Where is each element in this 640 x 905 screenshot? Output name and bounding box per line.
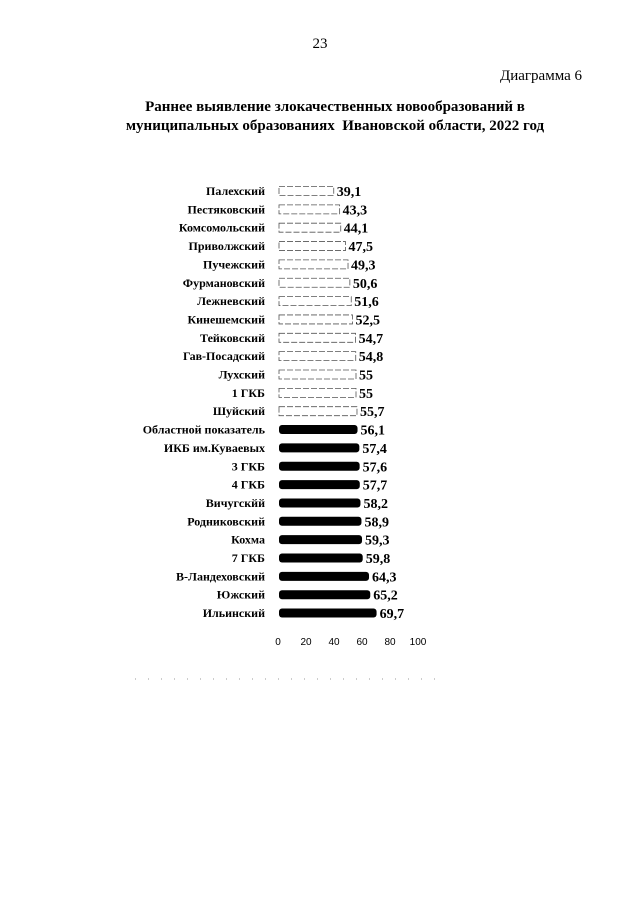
value-label: 51,6 xyxy=(354,295,379,311)
category-label: Тейковский xyxy=(200,330,265,345)
category-label: ИКБ им.Куваевых xyxy=(163,440,265,455)
value-label: 49,3 xyxy=(351,258,376,274)
bar xyxy=(279,333,356,342)
value-label: 64,3 xyxy=(372,570,397,586)
value-label: 54,7 xyxy=(358,331,384,347)
value-label: 59,3 xyxy=(365,533,390,549)
category-label: Лежневский xyxy=(197,294,265,309)
category-label: Шуйский xyxy=(212,404,265,419)
value-label: 44,1 xyxy=(343,221,369,237)
value-label: 57,7 xyxy=(362,478,388,494)
chart-title-line-1: Раннее выявление злокачественных новообразований в xyxy=(145,99,525,115)
bar xyxy=(279,352,356,361)
category-label: Южский xyxy=(216,587,265,602)
value-label: 59,8 xyxy=(365,552,391,567)
bar xyxy=(279,242,346,251)
bar xyxy=(279,535,362,544)
category-label: Лухский xyxy=(218,367,265,382)
value-label: 58,9 xyxy=(364,515,389,531)
value-label: 69,7 xyxy=(379,607,405,623)
value-label: 55 xyxy=(359,386,373,402)
value-label: 43,3 xyxy=(342,203,368,219)
value-label: 55 xyxy=(359,368,373,384)
x-tick-label: 20 xyxy=(300,637,312,648)
bar xyxy=(279,278,350,287)
bar xyxy=(279,554,363,563)
bar xyxy=(279,223,341,232)
bar xyxy=(279,205,340,214)
bar xyxy=(279,498,360,507)
x-tick-label: 100 xyxy=(409,637,427,648)
category-label: Фурмановский xyxy=(182,275,265,290)
bar xyxy=(279,609,377,618)
bar xyxy=(279,315,353,324)
value-label: 52,5 xyxy=(355,313,380,329)
value-label: 47,5 xyxy=(348,240,373,256)
bar xyxy=(279,407,357,416)
category-label: Областной показатель xyxy=(142,422,265,437)
category-label: Гав-Посадский xyxy=(182,349,265,364)
bar xyxy=(279,590,370,599)
bar xyxy=(279,517,361,526)
bar xyxy=(279,443,359,452)
bar xyxy=(279,260,348,269)
bar xyxy=(279,572,369,581)
value-label: 58,2 xyxy=(363,496,388,512)
category-label: Кохма xyxy=(231,532,265,547)
x-tick-label: 80 xyxy=(384,637,396,648)
value-label: 57,4 xyxy=(362,441,387,457)
page-number: 23 xyxy=(312,36,328,52)
bar xyxy=(279,187,334,196)
category-label: Палехский xyxy=(206,184,265,198)
value-label: 50,6 xyxy=(352,276,378,292)
x-tick-label: 0 xyxy=(275,637,281,648)
category-label: Пучежский xyxy=(203,257,265,272)
category-label: 4 ГКБ xyxy=(231,477,265,492)
bar xyxy=(279,297,351,306)
bar xyxy=(279,370,356,379)
category-label: Пестяковский xyxy=(187,202,265,217)
category-label: Комсомольский xyxy=(178,220,265,235)
value-label: 56,1 xyxy=(360,423,386,439)
bar xyxy=(279,425,358,434)
x-tick-label: 60 xyxy=(356,637,368,648)
category-label: 1 ГКБ xyxy=(231,385,265,400)
bar xyxy=(279,462,360,471)
diagram-label: Диаграмма 6 xyxy=(499,68,582,84)
category-label: Приволжский xyxy=(188,239,265,254)
value-label: 65,2 xyxy=(373,588,398,604)
x-tick-label: 40 xyxy=(328,637,340,648)
value-label: 54,8 xyxy=(358,350,384,366)
value-label: 57,6 xyxy=(362,460,388,476)
category-label: 7 ГКБ xyxy=(231,551,265,565)
category-label: Родниковский xyxy=(187,514,265,529)
category-label: Ильинский xyxy=(202,606,265,621)
category-label: В-Ландеховский xyxy=(176,569,265,584)
value-label: 55,7 xyxy=(359,405,385,421)
value-label: 39,1 xyxy=(336,185,362,200)
category-label: Вичугскйй xyxy=(205,495,265,510)
bar xyxy=(279,480,360,489)
category-label: 3 ГКБ xyxy=(231,459,265,474)
bar xyxy=(279,388,356,397)
chart-title-line-2: муниципальных образованиях Ивановской области, 2022 год xyxy=(125,118,545,134)
category-label: Кинешемский xyxy=(187,312,265,327)
